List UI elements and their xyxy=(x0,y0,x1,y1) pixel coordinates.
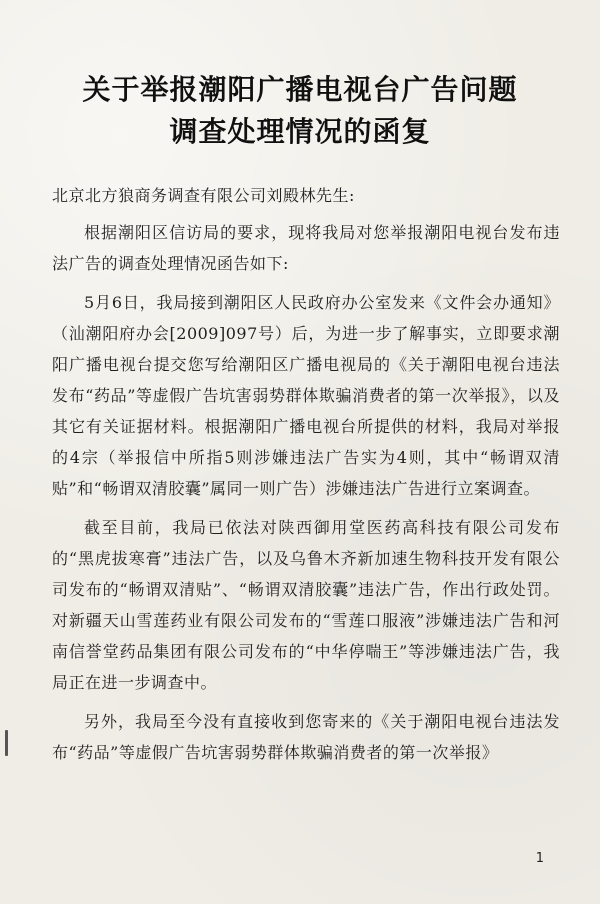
paragraph-2: 5月6日，我局接到潮阳区人民政府办公室发来《文件会办通知》（汕潮阳府办会[2009]097号）后，为进一步了解事实，立即要求潮阳广播电视台提交您写给潮阳区广播电视局的《关于潮阳电视台违法发布“药品”等虚假广告坑害弱势群体欺骗消费者的第一次举报》，以及其它有关证据材料。根据潮阳广播电视台所提供的材料，我局对举报的4宗（举报信中所指5则涉嫌违法广告实为4则，其中“畅谓双清贴”和“畅谓双清胶囊”属同一则广告）涉嫌违法广告进行立案调查。 xyxy=(52,293,560,498)
salutation: 北京北方狼商务调查有限公司刘殿林先生: xyxy=(52,186,355,205)
paragraph-1: 根据潮阳区信访局的要求，现将我局对您举报潮阳电视台发布违法广告的调查处理情况函告如下: xyxy=(52,223,560,273)
document-title xyxy=(0,72,600,150)
scan-margin-mark xyxy=(5,730,8,756)
paragraph-3: 截至目前，我局已依法对陕西御用堂医药高科技有限公司发布的“黑虎拔寒膏”违法广告，以及乌鲁木齐新加速生物科技开发有限公司发布的“畅谓双清贴”、“畅谓双清胶囊”违法广告，作出行政处罚。对新疆天山雪莲药业有限公司发布的“雪莲口服液”涉嫌违法广告和河南信誉堂药品集团有限公司发布的“中华停喘王”等涉嫌违法广告，我局正在进一步调查中。 xyxy=(52,518,560,692)
paragraph-4: 另外，我局至今没有直接收到您寄来的《关于潮阳电视台违法发布“药品”等虚假广告坑害弱势群体欺骗消费者的第一次举报》 xyxy=(52,712,560,762)
letter-body xyxy=(52,180,560,776)
title-line-2: 调查处理情况的函复 xyxy=(169,115,431,148)
page-number: 1 xyxy=(535,851,544,866)
title-line-1: 关于举报潮阳广播电视台广告问题 xyxy=(82,73,518,106)
